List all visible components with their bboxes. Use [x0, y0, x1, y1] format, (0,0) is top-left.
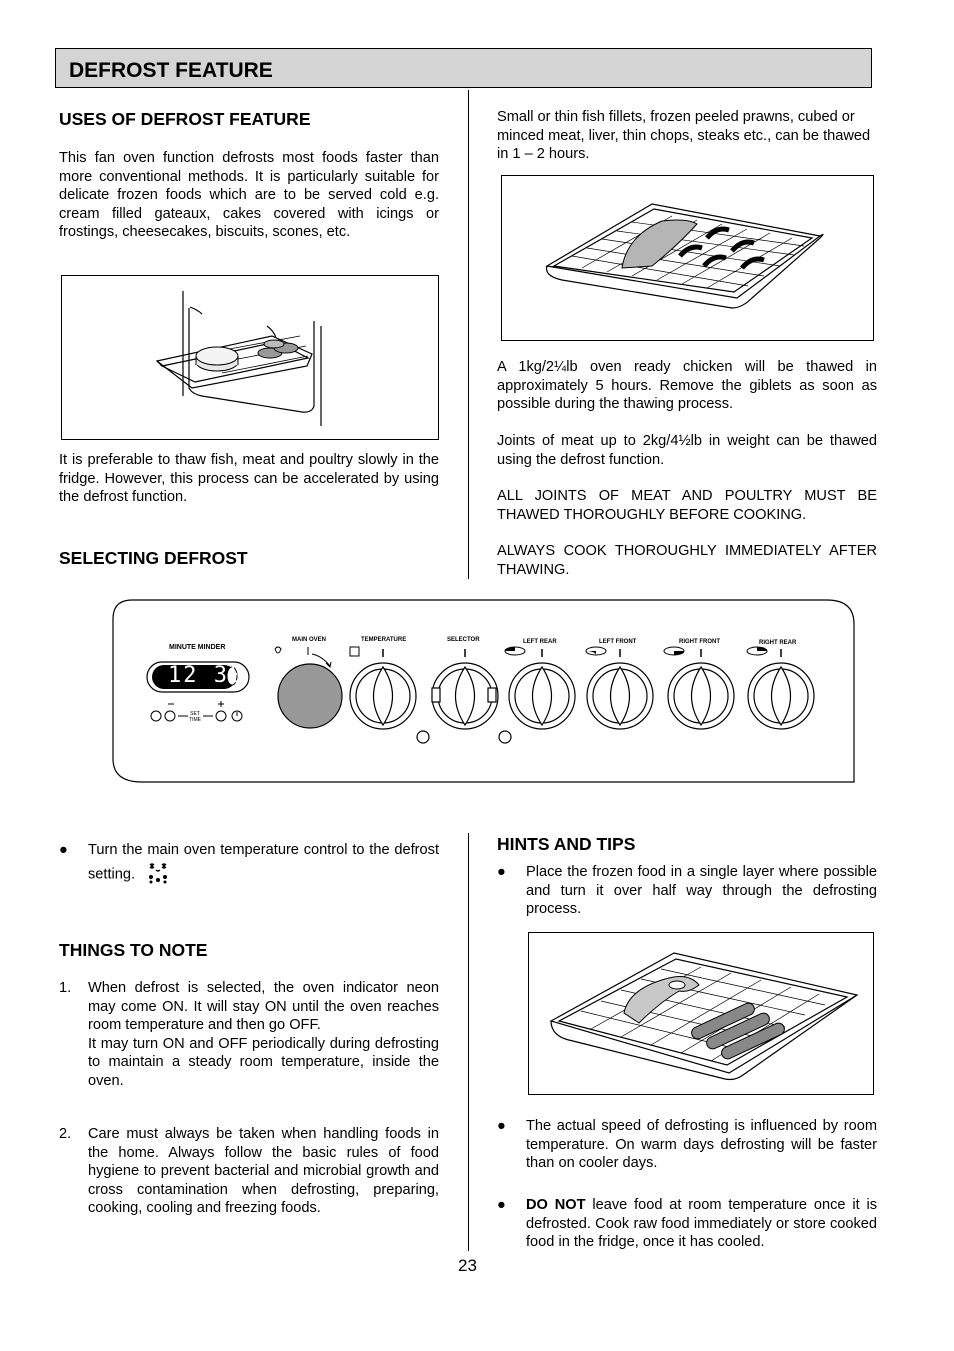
main-oven-label: MAIN OVEN: [292, 637, 327, 643]
things-list-2: [59, 1125, 439, 1218]
list-item-text: When defrost is selected, the oven indicator neon may come ON. It will stay ON until the oven reaches room temperature and then go OFF.: [88, 980, 439, 1033]
list-number: 1.: [59, 980, 72, 996]
tip-2: [497, 1117, 877, 1173]
tip-3-bold: DO NOT: [526, 1197, 586, 1213]
bullet-icon: ●: [497, 1118, 506, 1134]
minute-minder-label: MINUTE MINDER: [169, 644, 226, 651]
column-divider-top: [468, 90, 469, 579]
section-title: DEFROST FEATURE: [69, 59, 273, 82]
section-header: [55, 48, 872, 88]
list-item-text: Care must always be taken when handling foods in the home. Always follow the basic rules of food hygiene to prevent bacterial and microbial growth and cross contamination when defrosting, preparing, cooking, cooling and freezing foods.: [88, 1126, 439, 1216]
tip-1: [497, 863, 877, 919]
page-number: 23: [458, 1256, 477, 1275]
bullet-icon: ●: [497, 864, 506, 880]
defrost-bullet-text: Turn the main oven temperature control to the defrost setting.: [88, 842, 439, 883]
list-item: [59, 1125, 439, 1218]
tip-3-text: leave food at room temperature once it is defrosted. Cook raw food immediately or store cooked food in the fridge, once it has cooled.: [526, 1197, 877, 1250]
caps-warning-2: ALWAYS COOK THOROUGHLY IMMEDIATELY AFTER THAWING.: [497, 543, 877, 578]
selector-label: SELECTOR: [447, 637, 480, 643]
set-time-label: SET TIME: [189, 711, 201, 723]
list-number: 2.: [59, 1126, 72, 1142]
control-panel-illustration: [112, 599, 855, 783]
thaw-paragraph: It is preferable to thaw fish, meat and poultry slowly in the fridge. However, this process can be accelerated by using the defrost function.: [59, 452, 439, 505]
uses-paragraph: This fan oven function defrosts most foods faster than more conventional methods. It is particularly suitable for delicate frozen foods which are to be served cold e.g. cream filled gateaux, cakes covered with icings or frostings, cheesecakes, biscuits, scones, etc.: [59, 150, 439, 240]
tip-2-text: The actual speed of defrosting is influenced by room temperature. On warm days defrosting will be faster than on cooler days.: [526, 1118, 877, 1171]
meat-tray-drawing: [529, 933, 873, 1094]
list-item: [59, 979, 439, 1090]
defrost-bullet: [59, 841, 439, 889]
temperature-label: TEMPERATURE: [361, 637, 407, 643]
things-list: [59, 979, 439, 1090]
things-title: THINGS TO NOTE: [59, 940, 208, 960]
left-front-label: LEFT FRONT: [599, 639, 637, 645]
column-divider-bottom: [468, 833, 469, 1251]
selecting-title: SELECTING DEFROST: [59, 548, 248, 568]
joints-paragraph: Joints of meat up to 2kg/4½lb in weight can be thawed using the defrost function.: [497, 433, 877, 468]
oven-shelf-illustration: [61, 275, 439, 440]
bullet-icon: ●: [497, 1197, 506, 1213]
right-rear-label: RIGHT REAR: [759, 640, 797, 646]
caps-warning-1: ALL JOINTS OF MEAT AND POULTRY MUST BE THAWED THOROUGHLY BEFORE COOKING.: [497, 488, 877, 523]
chicken-paragraph: A 1kg/2¼lb oven ready chicken will be thawed in approximately 5 hours. Remove the giblets as soon as possible during the thawing process.: [497, 359, 877, 412]
tip-3: [497, 1196, 877, 1252]
fish-paragraph: Small or thin fish fillets, frozen peeled prawns, cubed or minced meat, liver, thin chops, steaks etc., can be thawed in 1 – 2 hours.: [497, 109, 871, 162]
control-panel-drawing: [112, 599, 855, 783]
tip-1-text: Place the frozen food in a single layer where possible and turn it over half way through the defrosting process.: [526, 864, 877, 917]
oven-shelf-drawing: [62, 276, 438, 439]
hints-title: HINTS AND TIPS: [497, 834, 636, 854]
right-front-label: RIGHT FRONT: [679, 639, 720, 645]
bullet-icon: ●: [59, 842, 68, 858]
meat-tray-illustration: [528, 932, 874, 1095]
fish-tray-illustration: [501, 175, 874, 341]
fish-tray-drawing: [502, 176, 873, 340]
left-rear-label: LEFT REAR: [523, 639, 557, 645]
list-item-text-2: It may turn ON and OFF periodically during defrosting to maintain a steady room temperature, inside the oven.: [88, 1035, 439, 1089]
minute-minder-display: 12 30: [168, 663, 245, 688]
defrost-symbol-icon: [147, 860, 169, 890]
uses-title: USES OF DEFROST FEATURE: [59, 109, 311, 129]
